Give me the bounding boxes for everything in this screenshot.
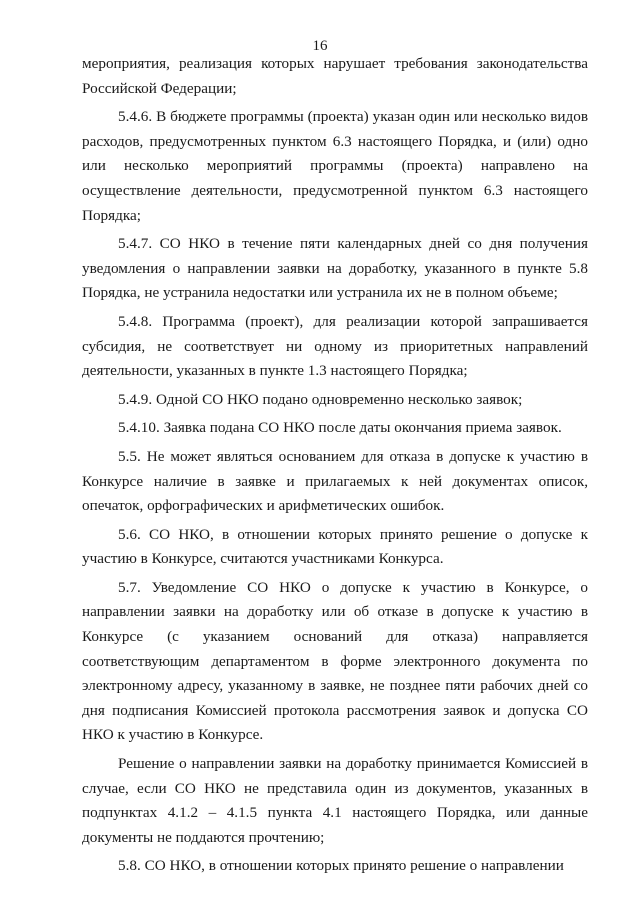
paragraph-5-8: 5.8. СО НКО, в отношении которых принято решение о направлении: [118, 857, 564, 875]
paragraph-5-4-9: 5.4.9. Одной СО НКО подано одновременно несколько заявок;: [118, 390, 523, 408]
paragraph-5-7: 5.7. Уведомление СО НКО о допуске к участию в Конкурсе, о направлении заявки на доработку или об отказе в допуске к участию в Конкурсе (с указанием оснований для отказа) направляется соответствующим департаментом в форме электронного документа по электронному адресу, указанному в заявке, не позднее пяти рабочих дней со дня подписания Комиссией протокола рассмотрения заявок и допуска СО НКО к участию в Конкурсе.: [82, 578, 588, 744]
paragraph-continuation: мероприятия, реализация которых нарушает требования законодательства Российской Федерации;: [82, 55, 588, 97]
paragraph-5-5: 5.5. Не может являться основанием для отказа в допуске к участию в Конкурсе наличие в заявке и прилагаемых к ней документах описок, опечаток, орфографических и арифметических ошибок.: [82, 447, 588, 515]
paragraph-5-4-8: 5.4.8. Программа (проект), для реализации которой запрашивается субсидия, не соответствует ни одному из приоритетных направлений деятельности, указанных в пункте 1.3 настоящего Порядка;: [82, 312, 588, 380]
document-body: [82, 52, 588, 883]
paragraph-5-4-7: 5.4.7. СО НКО в течение пяти календарных дней со дня получения уведомления о направлении заявки на доработку, указанного в пункте 5.8 Порядка, не устранила недостатки или устранила их не в полном объеме;: [82, 235, 588, 302]
paragraph-5-4-6: 5.4.6. В бюджете программы (проекта) указан один или несколько видов расходов, предусмотренных пунктом 6.3 настоящего Порядка, и (или) одно или несколько мероприятий программы (проекта) направлено на осуществление деятельности, предусмотренной пунктом 6.3 настоящего Порядка;: [82, 108, 588, 224]
page-number: 16: [312, 38, 328, 54]
paragraph-decision-rework: Решение о направлении заявки на доработку принимается Комиссией в случае, если СО НКО не представила один из документов, указанных в подпунктах 4.1.2 – 4.1.5 пункта 4.1 настоящего Порядка, или данные документы не поддаются прочтению;: [82, 755, 588, 846]
paragraph-5-6: 5.6. СО НКО, в отношении которых принято решение о допуске к участию в Конкурсе, считаются участниками Конкурса.: [82, 525, 588, 568]
paragraph-5-4-10: 5.4.10. Заявка подана СО НКО после даты окончания приема заявок.: [118, 419, 562, 437]
